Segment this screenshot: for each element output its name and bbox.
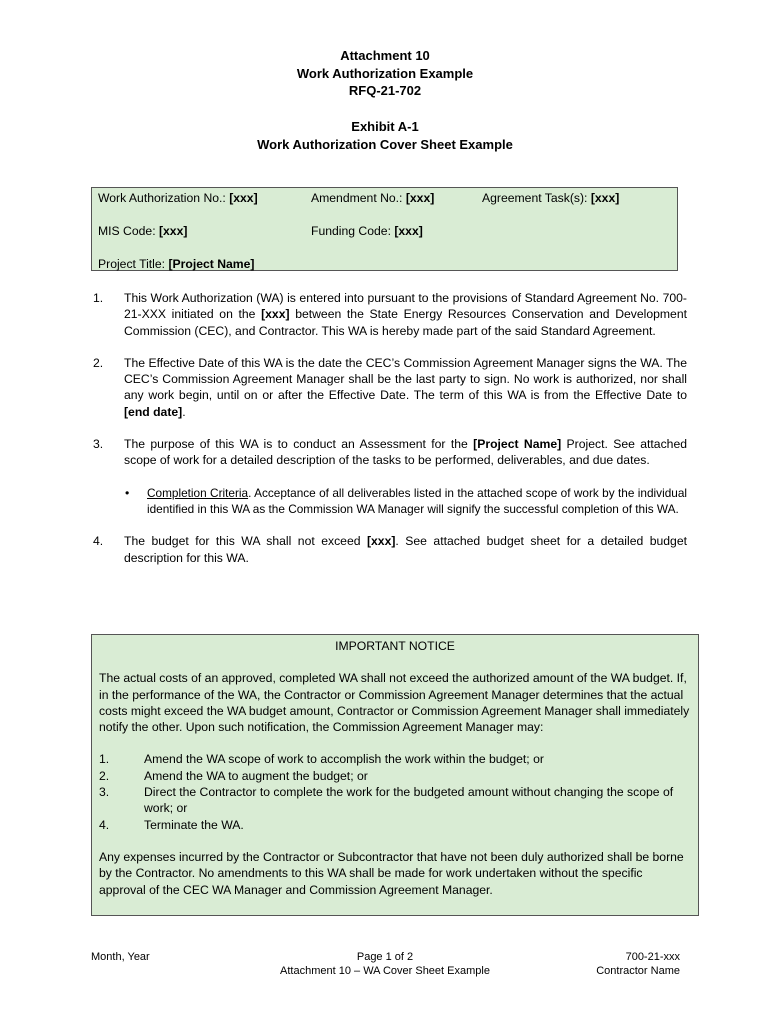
provision-text: The Effective Date of this WA is the date the CEC’s Commission Agreement Manager signs the WA. The CEC’s Commission Agreement Manager shall be the last party to sign. No work is authorized, nor shall any work begin, until on or after the Effective Date. The term of this WA is from the Effective Date to [end date]. [124, 355, 687, 419]
important-notice-box [91, 634, 699, 916]
list-item: 4. Terminate the WA. [99, 817, 244, 832]
provision-3 [91, 436, 687, 517]
notice-title: IMPORTANT NOTICE [335, 639, 455, 653]
numbered-provisions [91, 290, 687, 582]
agreement-task-value: [xxx] [590, 191, 620, 205]
provision-number: 4. [93, 534, 104, 549]
footer-date: Month, Year [91, 951, 150, 963]
mis-code-label: MIS Code: [98, 224, 159, 238]
wa-number-field [98, 190, 258, 206]
list-item: 1. Amend the WA scope of work to accomplish the work within the budget; or [99, 752, 544, 767]
footer-right [596, 951, 680, 978]
document-header [0, 47, 770, 100]
amendment-field [311, 190, 434, 206]
provision-text: The purpose of this WA is to conduct an Assessment for the [Project Name] Project. See attached scope of work for a detailed description of the tasks to be performed, deliverables, and due dates. [124, 437, 688, 468]
provision-4 [91, 533, 687, 566]
wa-number-value: [xxx] [229, 191, 258, 205]
amendment-value: [xxx] [405, 191, 435, 205]
exhibit-header [0, 118, 770, 153]
exhibit-label: Exhibit A-1 [351, 119, 419, 134]
provision-number: 2. [93, 355, 104, 370]
exhibit-title: Work Authorization Cover Sheet Example [257, 136, 513, 152]
provision-text: This Work Authorization (WA) is entered into pursuant to the provisions of Standard Agreement No. 700-21-XXX initiated on the [xxx] between the State Energy Resources Conservation and Development Commission (CEC), and Contractor. This WA is hereby made part of the said Standard Agreement. [124, 291, 687, 338]
provision-1 [91, 290, 687, 339]
notice-intro: The actual costs of an approved, completed WA shall not exceed the authorized amount of the WA budget. If, in the performance of the WA, the Contractor or Commission Agreement Manager determines that the actual costs might exceed the WA budget amount, Contractor or Commission Agreement Manager shall immediately notify the other. Upon such notification, the Commission Agreement Manager may: [99, 671, 690, 735]
project-title-value: [Project Name] [168, 257, 255, 271]
mis-code-value: [xxx] [158, 224, 188, 238]
rfq-number: RFQ-21-702 [348, 83, 422, 98]
project-title-field [98, 256, 254, 272]
footer-doc-title: Attachment 10 – WA Cover Sheet Example [280, 964, 490, 977]
funding-code-value: [xxx] [394, 224, 423, 238]
completion-criteria-text: Completion Criteria. Acceptance of all deliverables listed in the attached scope of work by the individual identified in this WA as the Commission WA Manager will signify the successful completion of this WA. [147, 485, 687, 516]
completion-criteria-bullet [91, 485, 687, 518]
page-number: Page 1 of 2 [356, 951, 414, 963]
list-item: 2. Amend the WA to augment the budget; or [99, 768, 368, 783]
document-title: Work Authorization Example [296, 65, 474, 81]
agreement-number: 700-21-xxx [625, 951, 680, 963]
mis-code-field [98, 223, 187, 239]
list-item: 3. Direct the Contractor to complete the work for the budgeted amount without changing the scope of work; or [99, 785, 674, 816]
agreement-task-field [482, 190, 619, 206]
notice-closing: Any expenses incurred by the Contractor or Subcontractor that have not been duly authorized shall be borne by the Contractor. No amendments to this WA shall be made for work undertaken without the specific approval of the CEC WA Manager and Commission Agreement Manager. [99, 849, 684, 897]
notice-options-list [99, 751, 691, 832]
bullet-icon: • [125, 485, 130, 500]
project-title-label: Project Title: [98, 257, 169, 271]
funding-code-label: Funding Code: [311, 224, 395, 238]
contractor-name: Contractor Name [596, 964, 680, 977]
cover-info-box [91, 187, 678, 271]
provision-number: 3. [93, 437, 104, 452]
amendment-label: Amendment No.: [311, 191, 406, 205]
attachment-title: Attachment 10 [340, 48, 430, 63]
agreement-task-label: Agreement Task(s): [482, 191, 591, 205]
funding-code-field [311, 223, 423, 239]
provision-2 [91, 355, 687, 420]
provision-text: The budget for this WA shall not exceed [xxx]. See attached budget sheet for a detailed budget description for this WA. [124, 534, 687, 565]
wa-number-label: Work Authorization No.: [98, 191, 230, 205]
provision-number: 1. [93, 291, 104, 305]
